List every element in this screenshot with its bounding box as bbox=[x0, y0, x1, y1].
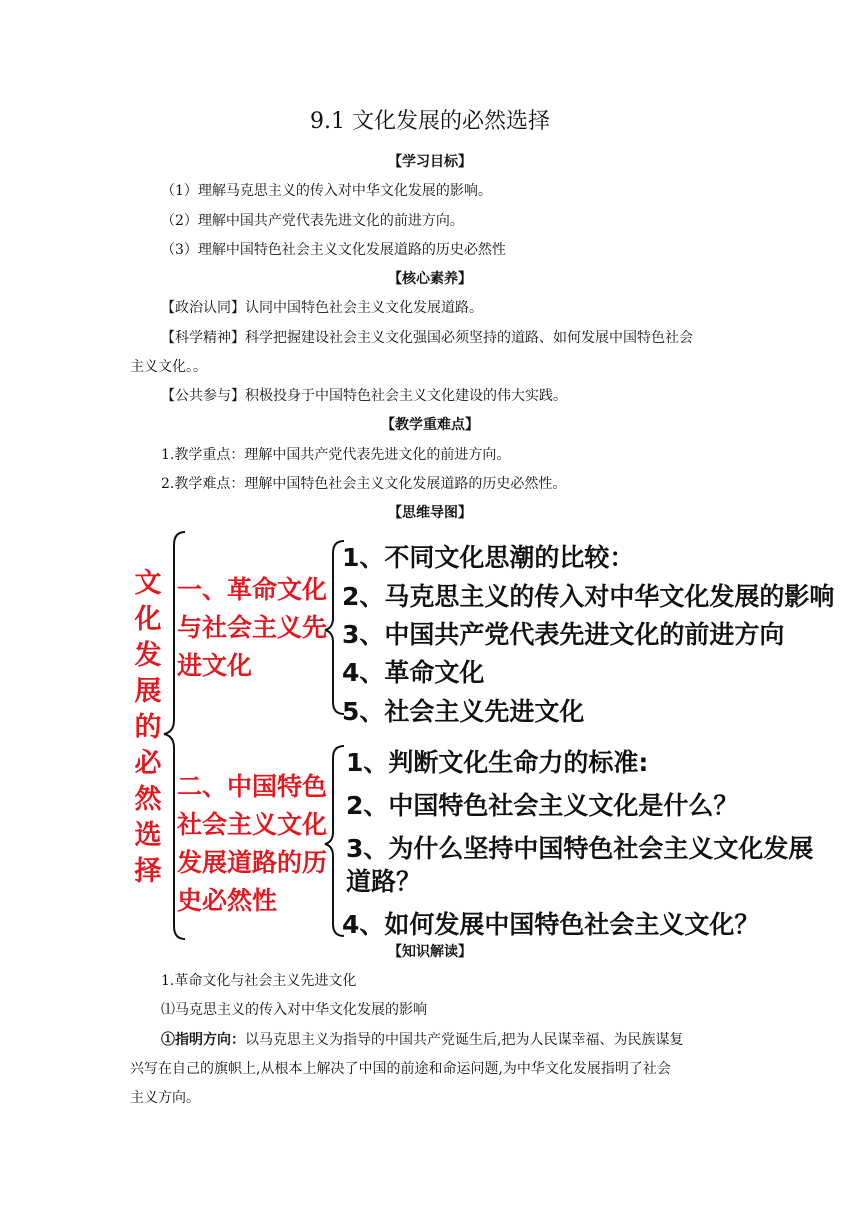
branch1-item: 4、革命文化 bbox=[342, 658, 485, 687]
knowledge-heading: 1.革命文化与社会主义先进文化 bbox=[161, 973, 357, 989]
branch1-item: 1、不同文化思潮的比较： bbox=[342, 543, 635, 572]
branch2-item: 1、判断文化生命力的标准: bbox=[346, 748, 649, 777]
literacy-public: 【公共参与】积极投身于中国特色社会主义文化建设的伟大实践。 bbox=[161, 388, 567, 404]
section-heading-literacy: 【核心素养】 bbox=[388, 271, 472, 287]
branch2-label-line2: 社会主义文化 bbox=[177, 810, 328, 839]
page-title: 9.1 文化发展的必然选择 bbox=[310, 109, 550, 134]
branch2-label-line1: 二、中国特色 bbox=[177, 772, 328, 801]
key-point: 2.教学难点：理解中国特色社会主义文化发展道路的历史必然性。 bbox=[161, 476, 567, 492]
section-heading-goals: 【学习目标】 bbox=[388, 154, 472, 170]
literacy-political: 【政治认同】认同中国特色社会主义文化发展道路。 bbox=[161, 300, 483, 316]
branch2-label-line3: 发展道路的历 bbox=[177, 848, 328, 877]
paragraph-label: ①指明方向： bbox=[161, 1032, 245, 1048]
goal-item: （2）理解中国共产党代表先进文化的前进方向。 bbox=[161, 213, 464, 229]
section-heading-mindmap: 【思维导图】 bbox=[388, 505, 472, 521]
key-point: 1.教学重点：理解中国共产党代表先进文化的前进方向。 bbox=[161, 447, 511, 463]
literacy-science: 【科学精神】科学把握建设社会主义文化强国必须坚持的道路、如何发展中国特色社会 bbox=[161, 330, 693, 346]
branch2-item: 3、为什么坚持中国特色社会主义文化发展 bbox=[346, 834, 814, 863]
literacy-science-cont: 主义文化。。 bbox=[130, 359, 207, 375]
branch2-label-line4: 史必然性 bbox=[177, 886, 278, 915]
knowledge-paragraph-line bbox=[161, 1029, 683, 1049]
branch2-item-cont: 道路？ bbox=[346, 867, 422, 896]
branch2-item: 4、如何发展中国特色社会主义文化？ bbox=[342, 910, 760, 939]
branch1-item: 5、社会主义先进文化 bbox=[342, 697, 585, 726]
goal-item: （1）理解马克思主义的传入对中华文化发展的影响。 bbox=[161, 183, 492, 199]
branch1-item: 2、马克思主义的传入对中华文化发展的影响 bbox=[342, 582, 835, 611]
goal-item: （3）理解中国特色社会主义文化发展道路的历史必然性 bbox=[161, 242, 506, 258]
branch1-item: 3、中国共产党代表先进文化的前进方向 bbox=[342, 620, 785, 649]
section-heading-knowledge: 【知识解读】 bbox=[388, 944, 472, 960]
branch1-label-line1: 一、革命文化 bbox=[177, 575, 328, 604]
section-heading-key-points: 【教学重难点】 bbox=[381, 417, 479, 433]
knowledge-paragraph-line: 兴写在自己的旗帜上,从根本上解决了中国的前途和命运问题,为中华文化发展指明了社会 bbox=[130, 1061, 671, 1077]
knowledge-paragraph-line: 主义方向。 bbox=[130, 1090, 200, 1106]
knowledge-subheading: ⑴马克思主义的传入对中华文化发展的影响 bbox=[161, 1002, 427, 1018]
paragraph-text: 以马克思主义为指导的中国共产党诞生后,把为人民谋幸福、为民族谋复 bbox=[245, 1032, 684, 1048]
mindmap-center-title: 文化发展的必然选择 bbox=[134, 568, 162, 887]
branch2-item: 2、中国特色社会主义文化是什么？ bbox=[346, 791, 739, 820]
branch1-label-line2: 与社会主义先 bbox=[177, 613, 328, 642]
branch1-label-line3: 进文化 bbox=[177, 651, 253, 680]
